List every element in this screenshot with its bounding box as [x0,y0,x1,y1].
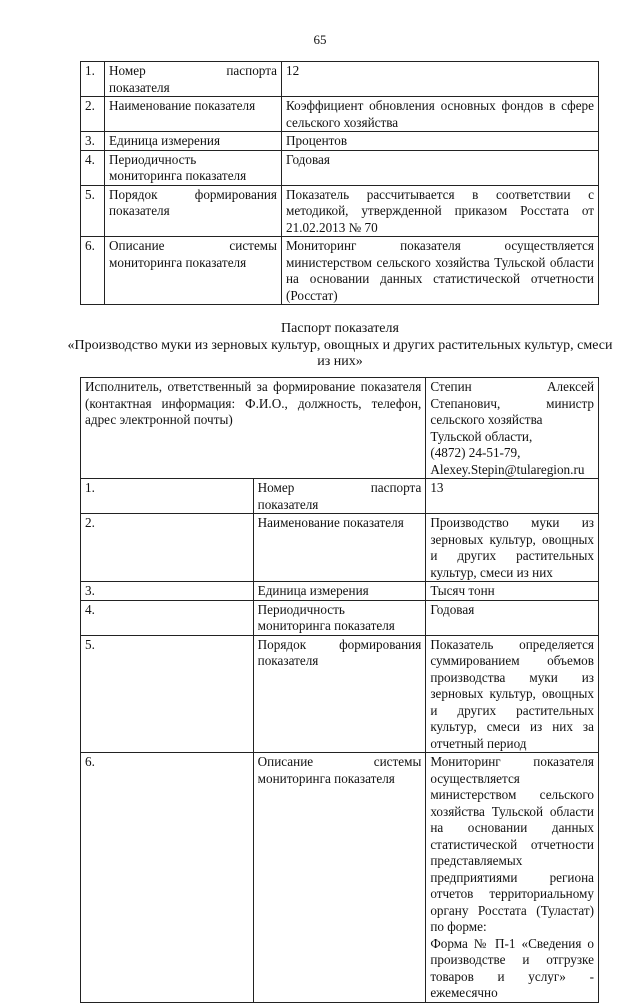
row-number: 1. [81,62,105,97]
label-line: Порядок формирования [257,636,422,652]
label-line: Номер паспорта [109,63,277,78]
row-number: 4. [81,600,254,635]
row-value: 12 [282,62,599,97]
row-value: Производство муки из зерновых культур, овощных и других растительных культур, смеси из них [426,514,599,582]
row-value: Мониторинг показателя осуществляется министерством сельского хозяйства Тульской области на основании данных статистической отчетности (Росстат) [282,237,599,305]
row-label [253,479,426,514]
row-value: Годовая [426,600,599,635]
label-line: Порядок формирования [109,186,277,202]
row-label [105,62,282,97]
row-label [105,237,282,305]
row-number: 2. [81,514,254,582]
row-value: Коэффициент обновления основных фондов в сфере сельского хозяйства [282,97,599,132]
indicator-table-13 [80,377,599,1003]
passport-title: Паспорт показателя [281,321,399,336]
label-line: показателя [109,203,170,218]
executor-line: (4872) 24-51-79, Alexey.Stepin@tularegion.ru [430,445,585,477]
row-value: Годовая [282,150,599,185]
label-line: показателя [257,496,319,512]
table-row [81,62,599,97]
table-row [81,150,599,185]
row-number: 5. [81,185,105,237]
row-label [253,600,426,635]
table-row [81,185,599,237]
row-value: Показатель рассчитывается в соответствии с методикой, утвержденной приказом Росстата от 21.02.2013 № 70 [282,185,599,237]
label-line: Номер паспорта [257,480,422,495]
table-row [81,97,599,132]
passport-heading [60,321,620,371]
table-row [81,514,599,582]
row-value: Процентов [282,132,599,151]
row-number: 3. [81,582,254,601]
row-number: 6. [81,237,105,305]
table-row [81,635,599,753]
table-row [81,479,599,514]
table-row [81,378,599,479]
row-label [105,150,282,185]
row-number: 4. [81,150,105,185]
label-line: Описание системы [257,754,422,769]
page-number: 65 [313,32,327,47]
row-value [426,753,599,1003]
table-row [81,600,599,635]
row-label [253,753,426,1003]
row-number: 6. [81,753,254,1003]
passport-subtitle: «Производство муки из зерновых культур, овощных и других растительных культур, смеси из них» [67,337,613,369]
table-row [81,237,599,305]
row-label: Единица измерения [253,582,426,601]
label-line: Периодичность [257,601,345,617]
row-value: 13 [426,479,599,514]
label-line: мониторинга показателя [257,618,395,633]
row-label [105,185,282,237]
label-line: Периодичность [109,151,197,167]
row-number: 2. [81,97,105,132]
row-label: Единица измерения [105,132,282,151]
table-row [81,582,599,601]
row-label [253,635,426,753]
table-row [81,132,599,151]
executor-line: сельского хозяйства Тульской области, [430,412,543,444]
executor-value [426,378,599,479]
indicator-table-12 [80,61,599,305]
row-number: 1. [81,479,254,514]
executor-line: Степин Алексей Степанович, министр [430,379,594,411]
executor-label: Исполнитель, ответственный за формирование показателя (контактная информация: Ф.И.О., должность, телефон, адрес электронной почты) [81,378,426,479]
row-number: 3. [81,132,105,151]
row-value: Показатель определяется суммированием объемов производства муки из зерновых культур, овощных и других растительных культур, смеси из них за отчетный период [426,635,599,753]
row-value-extra: Форма № П-1 «Сведения о производстве и отгрузке товаров и услуг» - ежемесячно [430,935,594,1000]
row-number: 5. [81,635,254,753]
row-label: Наименование показателя [253,514,426,582]
table-row [81,753,599,1003]
label-line: показателя [257,653,319,668]
row-label: Наименование показателя [105,97,282,132]
label-line: Описание системы [109,238,277,253]
label-line: мониторинга показателя [109,254,247,270]
label-line: мониторинга показателя [257,770,395,786]
row-value-text: Мониторинг показателя осуществляется министерством сельского хозяйства Тульской области на основании данных статистической отчетности представляемых предприятиями региона отчетов территориальному органу Росстата (Туластат) по форме: [430,754,594,934]
label-line: показателя [109,79,170,95]
row-value: Тысяч тонн [426,582,599,601]
label-line: мониторинга показателя [109,168,247,183]
